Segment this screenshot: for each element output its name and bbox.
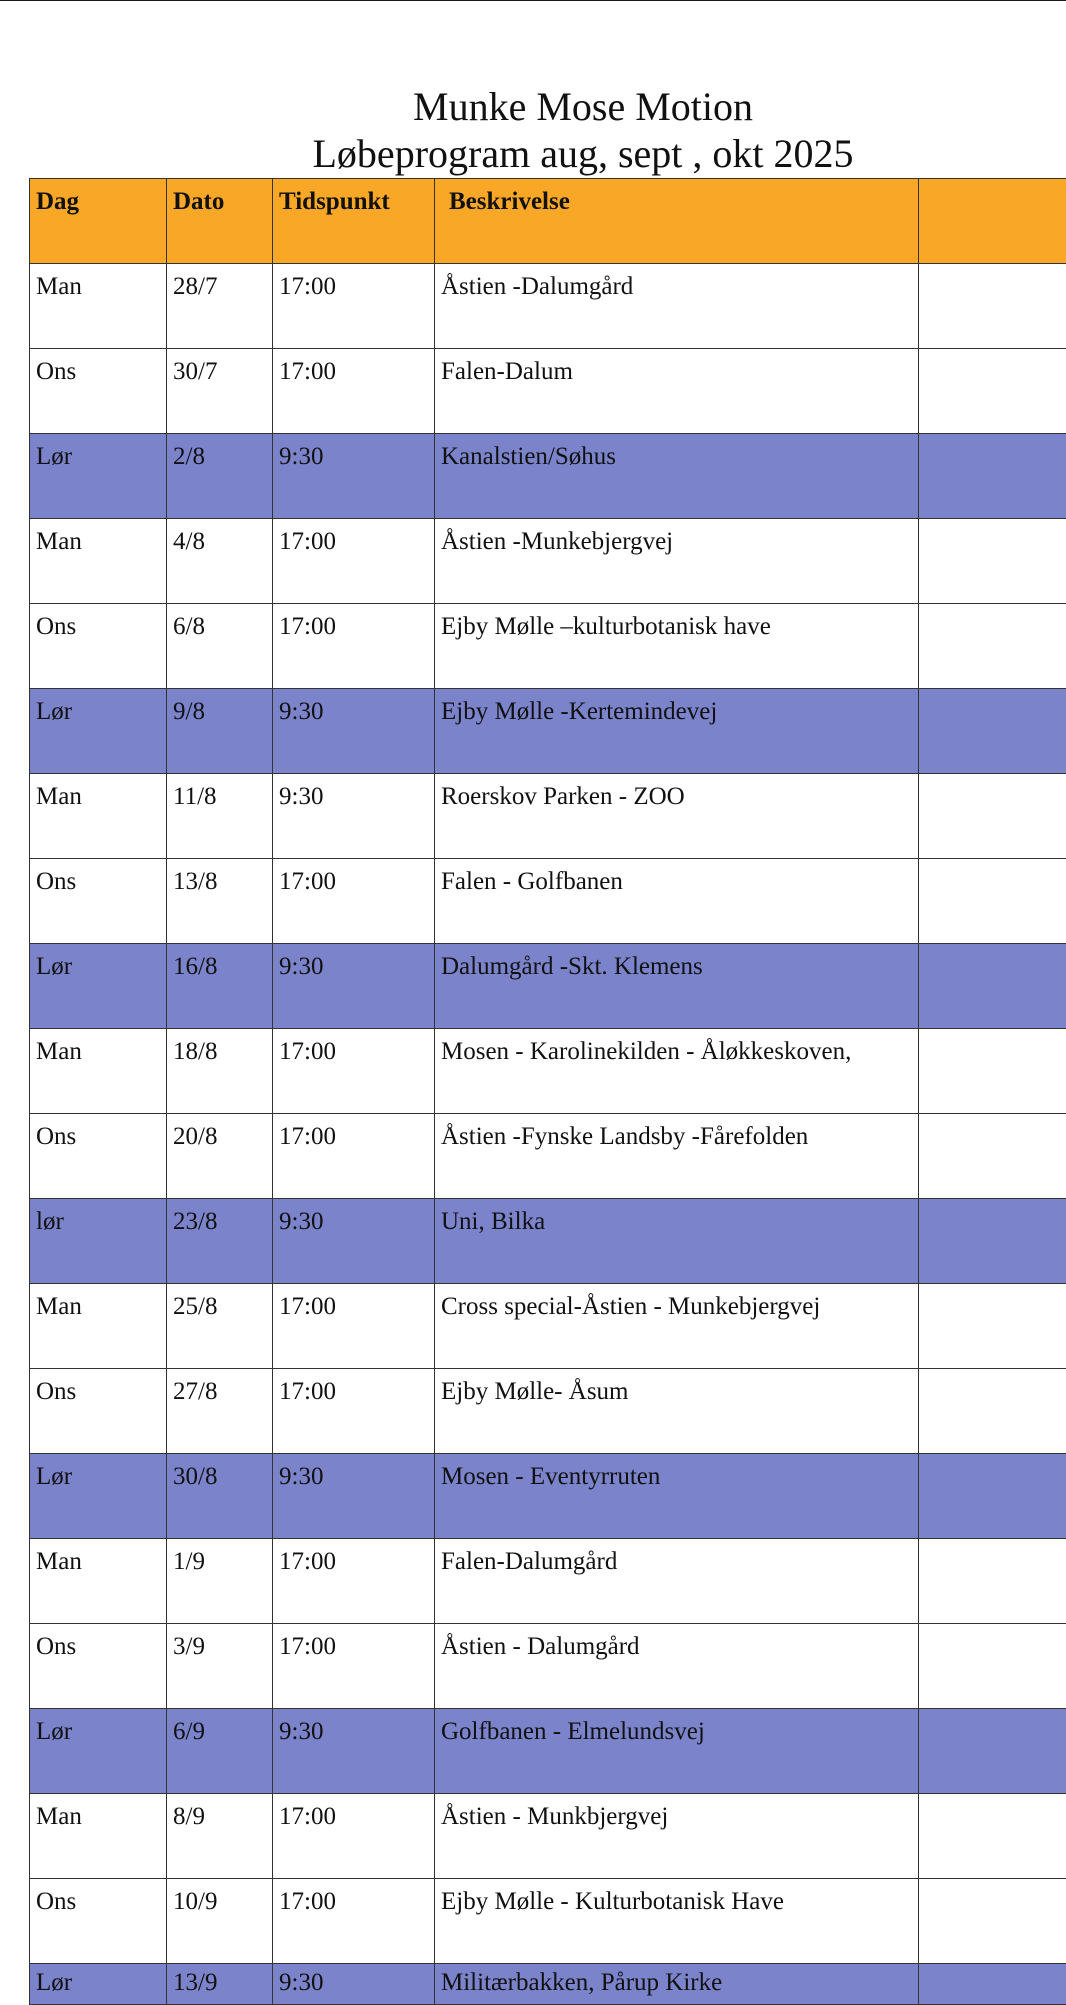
cell-date: 1/9	[167, 1539, 273, 1624]
cell-date: 27/8	[167, 1369, 273, 1454]
cell-day: Man	[30, 774, 167, 859]
cell-time: 17:00	[273, 1284, 435, 1369]
table-body	[30, 264, 1066, 2005]
cell-extra	[919, 434, 1066, 519]
cell-description: Uni, Bilka	[435, 1199, 919, 1284]
cell-day: Lør	[30, 944, 167, 1029]
cell-date: 13/9	[167, 1964, 273, 2005]
cell-description: Åstien -Dalumgård	[435, 264, 919, 349]
cell-time: 9:30	[273, 1199, 435, 1284]
cell-date: 23/8	[167, 1199, 273, 1284]
cell-extra	[919, 1624, 1066, 1709]
cell-time: 17:00	[273, 1624, 435, 1709]
cell-time: 9:30	[273, 689, 435, 774]
cell-time: 17:00	[273, 349, 435, 434]
table-row	[30, 1624, 1066, 1709]
cell-date: 9/8	[167, 689, 273, 774]
header-extra	[919, 179, 1066, 264]
cell-description: Åstien - Dalumgård	[435, 1624, 919, 1709]
cell-extra	[919, 944, 1066, 1029]
table-row	[30, 519, 1066, 604]
cell-description: Cross special-Åstien - Munkebjergvej	[435, 1284, 919, 1369]
cell-day: Man	[30, 1539, 167, 1624]
cell-day: Ons	[30, 1369, 167, 1454]
cell-day: Lør	[30, 1709, 167, 1794]
cell-day: Ons	[30, 1114, 167, 1199]
cell-extra	[919, 1964, 1066, 2005]
table-row	[30, 944, 1066, 1029]
cell-day: Ons	[30, 1879, 167, 1964]
cell-time: 9:30	[273, 434, 435, 519]
cell-day: Lør	[30, 434, 167, 519]
cell-description: Ejby Mølle -Kertemindevej	[435, 689, 919, 774]
table-row	[30, 1539, 1066, 1624]
cell-description: Ejby Mølle - Kulturbotanisk Have	[435, 1879, 919, 1964]
cell-description: Ejby Mølle –kulturbotanisk have	[435, 604, 919, 689]
cell-extra	[919, 519, 1066, 604]
cell-extra	[919, 1879, 1066, 1964]
header-date: Dato	[167, 179, 273, 264]
table-row	[30, 1114, 1066, 1199]
cell-date: 13/8	[167, 859, 273, 944]
cell-day: Man	[30, 1284, 167, 1369]
cell-description: Mosen - Eventyrruten	[435, 1454, 919, 1539]
table-row	[30, 434, 1066, 519]
header-description: Beskrivelse	[435, 179, 919, 264]
cell-description: Falen-Dalumgård	[435, 1539, 919, 1624]
cell-description: Mosen - Karolinekilden - Åløkkeskoven,	[435, 1029, 919, 1114]
cell-day: Lør	[30, 1454, 167, 1539]
table-row	[30, 774, 1066, 859]
table-header-row	[30, 179, 1066, 264]
cell-day: Ons	[30, 859, 167, 944]
cell-extra	[919, 1539, 1066, 1624]
cell-time: 9:30	[273, 944, 435, 1029]
cell-date: 6/9	[167, 1709, 273, 1794]
cell-description: Ejby Mølle- Åsum	[435, 1369, 919, 1454]
cell-time: 9:30	[273, 1454, 435, 1539]
cell-day: lør	[30, 1199, 167, 1284]
cell-extra	[919, 349, 1066, 434]
cell-time: 17:00	[273, 264, 435, 349]
cell-day: Man	[30, 1029, 167, 1114]
cell-extra	[919, 689, 1066, 774]
cell-extra	[919, 859, 1066, 944]
table-row	[30, 859, 1066, 944]
table-row	[30, 1709, 1066, 1794]
cell-description: Falen-Dalum	[435, 349, 919, 434]
top-rule	[0, 0, 1066, 1]
cell-time: 9:30	[273, 1964, 435, 2005]
cell-extra	[919, 1284, 1066, 1369]
table-row	[30, 349, 1066, 434]
cell-date: 28/7	[167, 264, 273, 349]
cell-date: 4/8	[167, 519, 273, 604]
table-row	[30, 1454, 1066, 1539]
table-row	[30, 604, 1066, 689]
table-row	[30, 1879, 1066, 1964]
cell-date: 10/9	[167, 1879, 273, 1964]
table-row	[30, 1284, 1066, 1369]
cell-extra	[919, 1454, 1066, 1539]
cell-description: Åstien -Munkebjergvej	[435, 519, 919, 604]
cell-date: 6/8	[167, 604, 273, 689]
document-subtitle: Løbeprogram aug, sept , okt 2025	[0, 131, 1066, 177]
cell-date: 11/8	[167, 774, 273, 859]
cell-date: 25/8	[167, 1284, 273, 1369]
cell-extra	[919, 1114, 1066, 1199]
cell-extra	[919, 1794, 1066, 1879]
cell-day: Lør	[30, 689, 167, 774]
table-row	[30, 1369, 1066, 1454]
cell-extra	[919, 604, 1066, 689]
cell-extra	[919, 1029, 1066, 1114]
table-row	[30, 264, 1066, 349]
cell-description: Falen - Golfbanen	[435, 859, 919, 944]
cell-time: 17:00	[273, 1369, 435, 1454]
cell-description: Kanalstien/Søhus	[435, 434, 919, 519]
cell-time: 17:00	[273, 519, 435, 604]
cell-time: 9:30	[273, 774, 435, 859]
cell-time: 17:00	[273, 1539, 435, 1624]
cell-description: Roerskov Parken - ZOO	[435, 774, 919, 859]
cell-day: Man	[30, 519, 167, 604]
cell-extra	[919, 1709, 1066, 1794]
running-schedule-table	[29, 178, 1066, 2005]
cell-day: Man	[30, 264, 167, 349]
cell-time: 9:30	[273, 1709, 435, 1794]
table-row	[30, 1029, 1066, 1114]
cell-description: Åstien -Fynske Landsby -Fårefolden	[435, 1114, 919, 1199]
cell-time: 17:00	[273, 859, 435, 944]
cell-time: 17:00	[273, 1794, 435, 1879]
cell-description: Militærbakken, Pårup Kirke	[435, 1964, 919, 2005]
cell-date: 8/9	[167, 1794, 273, 1879]
cell-day: Ons	[30, 349, 167, 434]
cell-time: 17:00	[273, 1879, 435, 1964]
cell-date: 16/8	[167, 944, 273, 1029]
cell-day: Ons	[30, 1624, 167, 1709]
cell-date: 18/8	[167, 1029, 273, 1114]
cell-date: 3/9	[167, 1624, 273, 1709]
cell-day: Man	[30, 1794, 167, 1879]
cell-date: 20/8	[167, 1114, 273, 1199]
table-row	[30, 1199, 1066, 1284]
cell-description: Åstien - Munkbjergvej	[435, 1794, 919, 1879]
cell-extra	[919, 1199, 1066, 1284]
header-time: Tidspunkt	[273, 179, 435, 264]
table-row	[30, 1964, 1066, 2005]
cell-date: 30/8	[167, 1454, 273, 1539]
cell-time: 17:00	[273, 1029, 435, 1114]
header-day: Dag	[30, 179, 167, 264]
cell-day: Lør	[30, 1964, 167, 2005]
table-row	[30, 1794, 1066, 1879]
cell-description: Dalumgård -Skt. Klemens	[435, 944, 919, 1029]
cell-date: 30/7	[167, 349, 273, 434]
cell-extra	[919, 264, 1066, 349]
cell-extra	[919, 1369, 1066, 1454]
cell-day: Ons	[30, 604, 167, 689]
cell-description: Golfbanen - Elmelundsvej	[435, 1709, 919, 1794]
document-title: Munke Mose Motion	[0, 84, 1066, 130]
cell-time: 17:00	[273, 1114, 435, 1199]
cell-date: 2/8	[167, 434, 273, 519]
cell-extra	[919, 774, 1066, 859]
table-row	[30, 689, 1066, 774]
cell-time: 17:00	[273, 604, 435, 689]
